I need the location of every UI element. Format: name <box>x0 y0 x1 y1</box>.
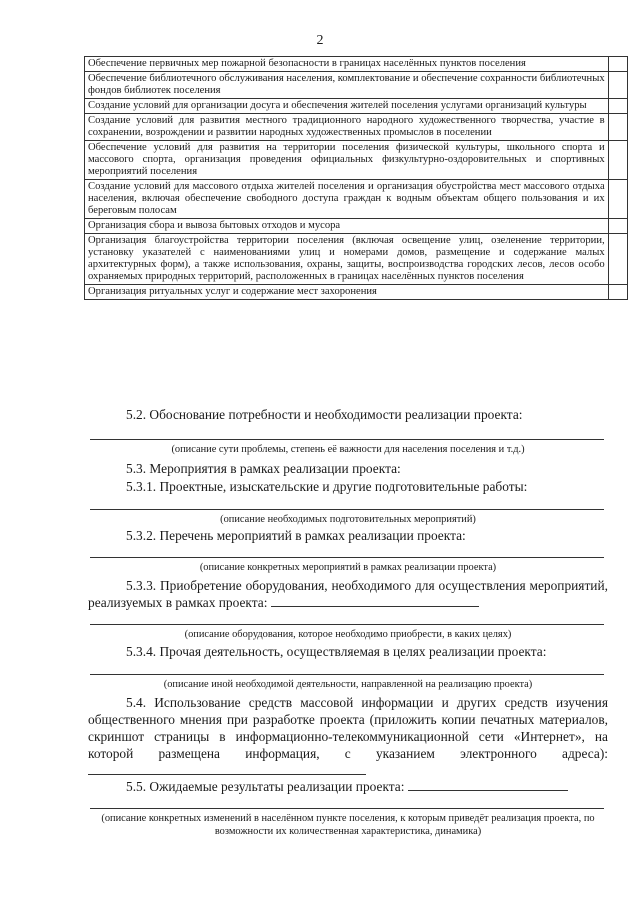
section-5-3-3-fill-line[interactable] <box>90 624 604 625</box>
table-row <box>85 114 628 141</box>
section-5-3-1-heading: 5.3.1. Проектные, изыскательские и другие подготовительные работы: <box>126 479 528 494</box>
table-cell-mark[interactable] <box>608 57 627 72</box>
section-5-2-fill-line[interactable] <box>90 439 604 440</box>
table-cell-description: Организация благоустройства территории поселения (включая освещение улиц, озеленение территории, установку указателей с наименованиями улиц и номерами домов, размещение и содержание малых архитектурных форм), а также использования, охраны, защиты, воспроизводства городских лесов, лесов особо охраняемых природных территорий, расположенных в границах населённых пунктов поселения <box>85 234 609 285</box>
table-cell-mark[interactable] <box>608 234 627 285</box>
table-row <box>85 219 628 234</box>
section-5-3-3-text: 5.3.3. Приобретение оборудования, необходимого для осуществления мероприятий, реализуемых в рамках проекта: <box>88 578 608 610</box>
section-5-3-3-note: (описание оборудования, которое необходимо приобрести, в каких целях) <box>184 629 512 640</box>
section-5-4-heading <box>88 694 608 779</box>
section-5-3-1-note: (описание необходимых подготовительных мероприятий) <box>220 514 476 525</box>
table-cell-description: Организация ритуальных услуг и содержание мест захоронения <box>85 285 609 300</box>
section-5-3-heading: 5.3. Мероприятия в рамках реализации проекта: <box>126 461 401 476</box>
section-5-4-text: 5.4. Использование средств массовой информации и других средств изучения общественного мнения при разработке проекта (приложить копии печатных материалов, скриншот страницы в информационно-телекоммуникационной сети «Интернет», на которой размещена информация, с указанием электронного адреса): <box>88 695 608 761</box>
section-5-3-3-heading <box>88 577 608 611</box>
table-row <box>85 234 628 285</box>
section-5-4-inline-fill-line[interactable] <box>88 762 366 775</box>
table-row <box>85 57 628 72</box>
section-5-5-heading <box>88 778 608 795</box>
section-5-5-inline-fill-line[interactable] <box>408 778 568 791</box>
table-cell-mark[interactable] <box>608 99 627 114</box>
table-cell-description: Создание условий для массового отдыха жителей поселения и организация обустройства мест массового отдыха населения, включая обеспечение свободного доступа граждан к водным объектам общего пользования и их береговым полосам <box>85 180 609 219</box>
section-5-3-4-fill-line[interactable] <box>90 674 604 675</box>
table-cell-description: Обеспечение первичных мер пожарной безопасности в границах населённых пунктов поселения <box>85 57 609 72</box>
table-row <box>85 72 628 99</box>
table-cell-description: Создание условий для организации досуга и обеспечения жителей поселения услугами организаций культуры <box>85 99 609 114</box>
table-cell-mark[interactable] <box>608 72 627 99</box>
section-5-2-note: (описание сути проблемы, степень её важности для населения поселения и т.д.) <box>171 444 525 455</box>
section-5-3-4-heading: 5.3.4. Прочая деятельность, осуществляемая в целях реализации проекта: <box>126 644 547 659</box>
section-5-3-1-fill-line[interactable] <box>90 509 604 510</box>
table-row <box>85 285 628 300</box>
section-5-3-2-note: (описание конкретных мероприятий в рамках реализации проекта) <box>199 562 497 573</box>
table-row <box>85 180 628 219</box>
table-cell-mark[interactable] <box>608 285 627 300</box>
table-cell-description: Обеспечение библиотечного обслуживания населения, комплектование и обеспечение сохранности библиотечных фондов библиотек поселения <box>85 72 609 99</box>
section-5-3-2-heading: 5.3.2. Перечень мероприятий в рамках реализации проекта: <box>126 528 466 543</box>
section-5-5-text: 5.5. Ожидаемые результаты реализации проекта: <box>126 779 405 794</box>
table-cell-mark[interactable] <box>608 219 627 234</box>
issues-table <box>84 56 628 300</box>
section-5-3-3-inline-fill-line[interactable] <box>271 594 479 607</box>
page-number: 2 <box>316 33 324 48</box>
table-cell-mark[interactable] <box>608 180 627 219</box>
table-cell-mark[interactable] <box>608 141 627 180</box>
table-cell-description: Обеспечение условий для развития на территории поселения физической культуры, школьного спорта и массового спорта, организация проведения официальных физкультурно-оздоровительных и спортивных мероприятий поселения <box>85 141 609 180</box>
table-cell-description: Организация сбора и вывоза бытовых отходов и мусора <box>85 219 609 234</box>
table-row <box>85 99 628 114</box>
section-5-3-2-fill-line[interactable] <box>90 557 604 558</box>
section-5-5-note: (описание конкретных изменений в населённом пункте поселения, к которым приведёт реализация проекта, по возможности их количественная характеристика, динамика) <box>101 813 595 837</box>
section-5-5-fill-line[interactable] <box>90 808 604 809</box>
section-5-2-heading: 5.2. Обоснование потребности и необходимости реализации проекта: <box>126 407 523 422</box>
table-cell-mark[interactable] <box>608 114 627 141</box>
table-cell-description: Создание условий для развития местного традиционного народного художественного творчества, участие в сохранении, возрождении и развитии народных художественных промыслов в поселении <box>85 114 609 141</box>
table-row <box>85 141 628 180</box>
section-5-3-4-note: (описание иной необходимой деятельности, направленной на реализацию проекта) <box>163 679 533 690</box>
